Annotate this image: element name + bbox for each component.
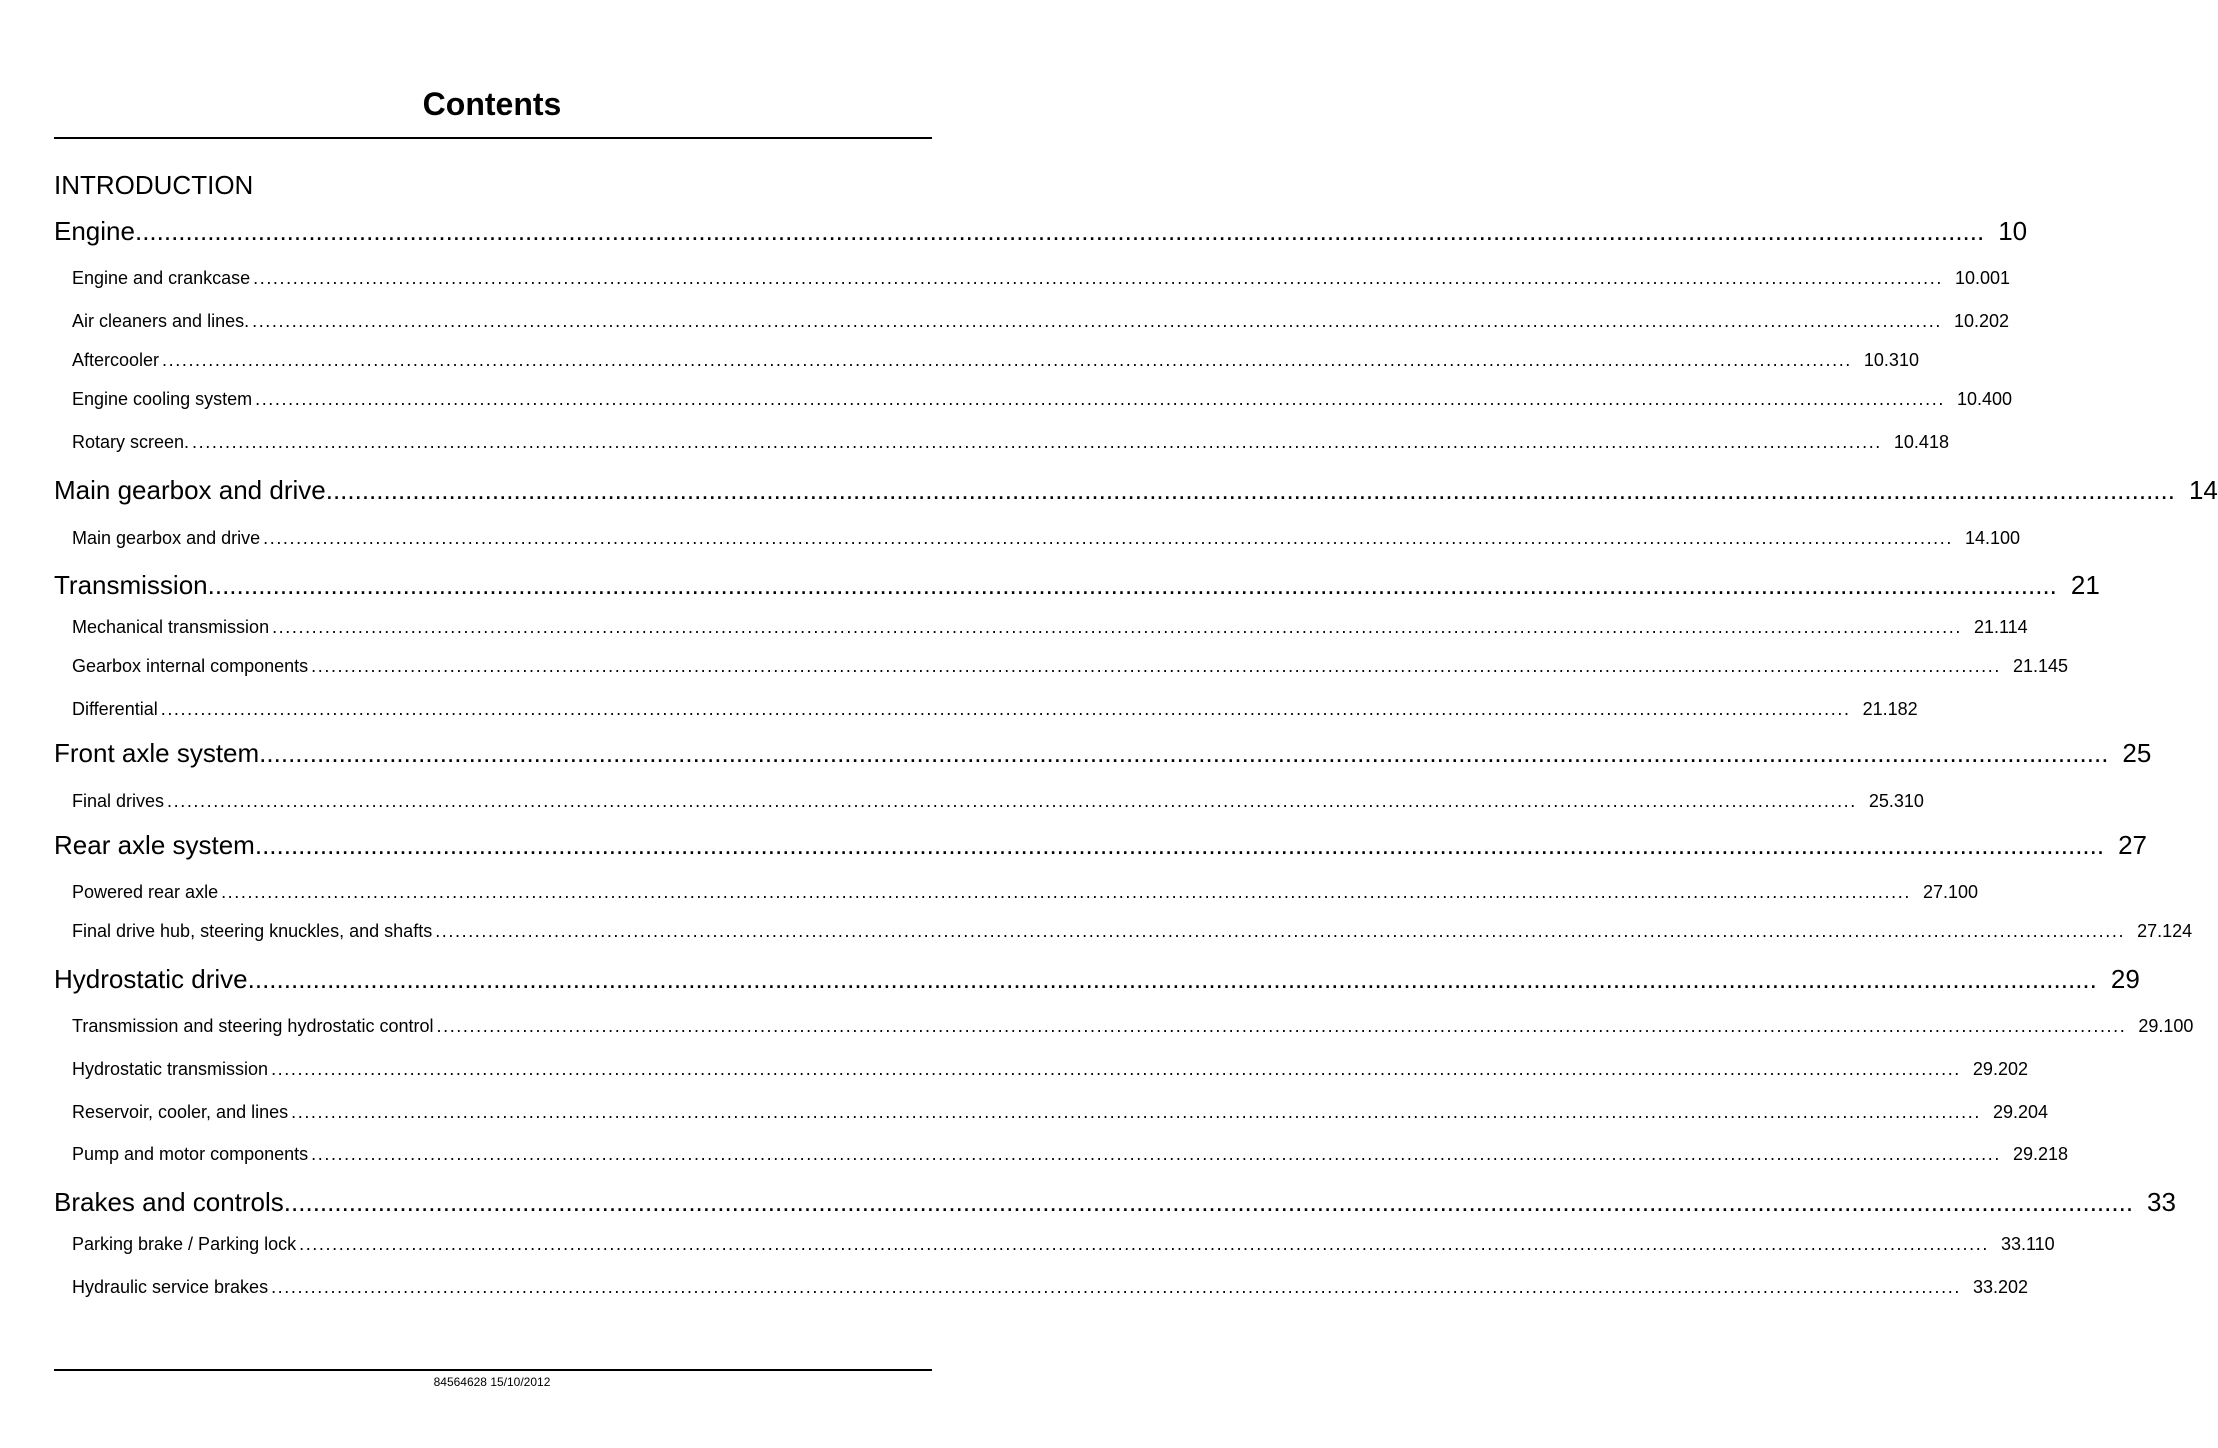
toc-entry-label: Gearbox internal components [72, 656, 309, 676]
toc-entry-label: Air cleaners and lines. [72, 311, 250, 331]
dot-leader: ................................................................................................................................................................................................................................................................ [259, 738, 2109, 768]
toc-entry-label: Engine and crankcase [72, 268, 251, 288]
toc-entry-page: 29.204 [1992, 1102, 2049, 1122]
dot-leader: ................................................................................................................................................................................................................................................................ [311, 656, 2001, 676]
toc-entry-page: 21.145 [2013, 656, 2069, 676]
toc-entry-page: 25.310 [1868, 791, 1924, 811]
dot-leader: ................................................................................................................................................................................................................................................................ [311, 1144, 2001, 1164]
toc-entry-label: Engine cooling system [72, 389, 253, 409]
dot-leader: ................................................................................................................................................................................................................................................................ [162, 350, 1852, 370]
toc-entry-label: Final drive hub, steering knuckles, and shafts [72, 921, 433, 941]
toc-section-front-axle[interactable] [54, 738, 2152, 769]
toc-entry-label: Final drives [72, 791, 165, 811]
dot-leader: ................................................................................................................................................................................................................................................................ [253, 268, 1943, 288]
toc-section-page: 25 [2122, 738, 2152, 768]
toc-section-rear-axle[interactable] [54, 830, 2148, 861]
footer-divider [54, 1369, 932, 1371]
toc-section-label: Main gearbox and drive [54, 475, 326, 505]
dot-leader: ................................................................................................................................................................................................................................................................ [436, 1016, 2127, 1036]
toc-entry[interactable] [72, 656, 2069, 677]
page-title: Contents [422, 86, 562, 122]
dot-leader: ................................................................................................................................................................................................................................................................ [325, 475, 2175, 505]
toc-section-brakes-controls[interactable] [54, 1187, 2176, 1218]
toc-entry[interactable] [72, 791, 1924, 812]
toc-section-page: 29 [2110, 964, 2140, 994]
dot-leader: ................................................................................................................................................................................................................................................................ [254, 830, 2105, 860]
toc-entry[interactable] [72, 350, 1919, 371]
toc-entry[interactable] [72, 1016, 2194, 1037]
toc-entry[interactable] [72, 1234, 2055, 1255]
toc-entry-page: 33.110 [2000, 1234, 2055, 1254]
toc-entry-page: 21.114 [1973, 617, 2028, 637]
dot-leader: ................................................................................................................................................................................................................................................................ [291, 1102, 1981, 1122]
toc-entry[interactable] [72, 1102, 2049, 1123]
toc-section-label: Hydrostatic drive [54, 964, 248, 994]
toc-section-label: Brakes and controls [54, 1187, 284, 1217]
dot-leader: ................................................................................................................................................................................................................................................................ [299, 1234, 1989, 1254]
toc-entry-page: 10.418 [1893, 432, 1949, 452]
toc-entry-label: Hydrostatic transmission [72, 1059, 269, 1079]
dot-leader: ................................................................................................................................................................................................................................................................ [192, 432, 1882, 452]
toc-entry[interactable] [72, 1144, 2069, 1165]
dot-leader: ................................................................................................................................................................................................................................................................ [167, 791, 1857, 811]
dot-leader: ................................................................................................................................................................................................................................................................ [255, 389, 1945, 409]
introduction-heading: INTRODUCTION [54, 170, 254, 200]
toc-entry-page: 33.202 [1972, 1277, 2028, 1297]
toc-entry-page: 29.202 [1972, 1059, 2028, 1079]
toc-entry-label: Powered rear axle [72, 882, 219, 902]
toc-entry-label: Aftercooler [72, 350, 160, 370]
dot-leader: ................................................................................................................................................................................................................................................................ [134, 216, 1985, 246]
dot-leader: ................................................................................................................................................................................................................................................................ [272, 617, 1962, 637]
dot-leader: ................................................................................................................................................................................................................................................................ [252, 311, 1942, 331]
toc-section-label: Transmission [54, 570, 208, 600]
dot-leader: ................................................................................................................................................................................................................................................................ [271, 1277, 1961, 1297]
toc-entry-label: Hydraulic service brakes [72, 1277, 269, 1297]
toc-entry-page: 10.310 [1863, 350, 1919, 370]
toc-section-page: 27 [2118, 830, 2148, 860]
toc-entry-page: 27.124 [2137, 921, 2193, 941]
toc-entry[interactable] [72, 1059, 2028, 1080]
toc-entry-page: 14.100 [1964, 528, 2021, 548]
toc-entry-page: 10.202 [1953, 311, 2010, 331]
toc-entry-page: 27.100 [1922, 882, 1978, 902]
toc-section-label: Engine [54, 216, 135, 246]
dot-leader: ................................................................................................................................................................................................................................................................ [283, 1187, 2134, 1217]
toc-section-main-gearbox[interactable] [54, 475, 2218, 506]
title-divider [54, 137, 932, 139]
toc-entry-label: Transmission and steering hydrostatic control [72, 1016, 434, 1036]
toc-section-label: Rear axle system [54, 830, 255, 860]
dot-leader: ................................................................................................................................................................................................................................................................ [271, 1059, 1961, 1079]
toc-section-label: Front axle system [54, 738, 260, 768]
toc-entry-label: Main gearbox and drive [72, 528, 261, 548]
toc-entry-label: Differential [72, 699, 158, 719]
toc-section-page: 33 [2147, 1187, 2176, 1217]
toc-entry-label: Reservoir, cooler, and lines [72, 1102, 289, 1122]
toc-entry-label: Mechanical transmission [72, 617, 270, 637]
toc-entry-label: Rotary screen. [72, 432, 190, 452]
toc-entry-page: 29.218 [2013, 1144, 2069, 1164]
footer-doc-code: 84564628 15/10/2012 [433, 1375, 551, 1389]
toc-entry[interactable] [72, 268, 2011, 289]
dot-leader: ................................................................................................................................................................................................................................................................ [263, 528, 1953, 548]
toc-entry-page: 21.182 [1862, 699, 1918, 719]
toc-section-page: 21 [2070, 570, 2100, 600]
toc-entry-page: 10.400 [1956, 389, 2013, 409]
toc-entry[interactable] [72, 921, 2193, 942]
toc-section-engine[interactable] [54, 216, 2028, 247]
dot-leader: ................................................................................................................................................................................................................................................................ [435, 921, 2126, 941]
toc-entry-page: 10.001 [1954, 268, 2011, 288]
toc-entry-label: Parking brake / Parking lock [72, 1234, 297, 1254]
dot-leader: ................................................................................................................................................................................................................................................................ [221, 882, 1911, 902]
toc-entry-page: 29.100 [2138, 1016, 2194, 1036]
toc-entry-label: Pump and motor components [72, 1144, 309, 1164]
toc-entry[interactable] [72, 617, 2028, 638]
toc-entry[interactable] [72, 882, 1978, 903]
toc-section-hydrostatic-drive[interactable] [54, 964, 2140, 995]
dot-leader: ................................................................................................................................................................................................................................................................ [207, 570, 2057, 600]
dot-leader: ................................................................................................................................................................................................................................................................ [247, 964, 2097, 994]
toc-entry[interactable] [72, 311, 2010, 332]
toc-entry[interactable] [72, 528, 2021, 549]
toc-entry[interactable] [72, 389, 2013, 410]
toc-entry[interactable] [72, 1277, 2028, 1298]
toc-entry[interactable] [72, 699, 1918, 720]
toc-entry[interactable] [72, 432, 1949, 453]
toc-section-page: 14 [2188, 475, 2218, 505]
dot-leader: ................................................................................................................................................................................................................................................................ [160, 699, 1851, 719]
toc-section-transmission[interactable] [54, 570, 2100, 601]
toc-section-page: 10 [1998, 216, 2028, 246]
